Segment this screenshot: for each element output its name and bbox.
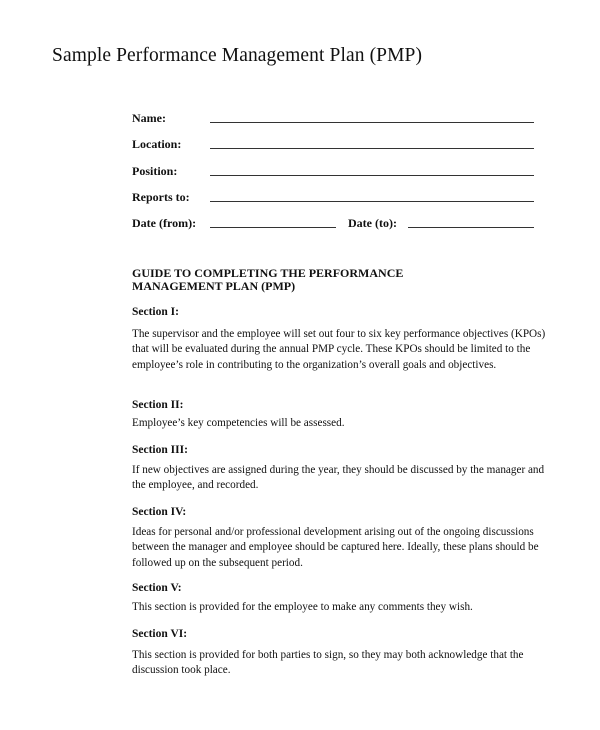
section-3-body: If new objectives are assigned during the year, they should be discussed by the manager and the employee, and recorded. [132, 464, 545, 492]
section-4-body: Ideas for personal and/or professional development arising out of the ongoing discussions between the manager and employee should be captured here. Ideally, these plans should be followed up on the subsequent period. [132, 526, 539, 569]
section-2-title: Section II: [132, 399, 184, 411]
date-from-label: Date (from): [132, 216, 197, 230]
name-label: Name: [132, 111, 166, 125]
reports-to-label: Reports to: [132, 190, 190, 204]
guide-heading: GUIDE TO COMPLETING THE PERFORMANCE MANAGEMENT PLAN (PMP) [132, 266, 404, 293]
section-5-body: This section is provided for the employee to make any comments they wish. [132, 601, 473, 613]
section-3-title: Section III: [132, 444, 188, 456]
date-to-label: Date (to): [348, 216, 397, 230]
section-6-title: Section VI: [132, 628, 188, 640]
section-6-body: This section is provided for both parties to sign, so they may both acknowledge that the discussion took place. [132, 649, 524, 677]
section-4-title: Section IV: [132, 506, 187, 518]
location-blank-line[interactable] [210, 148, 534, 149]
section-1-title: Section I: [132, 306, 179, 318]
reports-to-blank-line[interactable] [210, 201, 534, 202]
location-label: Location: [132, 137, 182, 151]
name-blank-line[interactable] [210, 122, 534, 123]
section-1-body: The supervisor and the employee will set out four to six key performance objectives (KPOs) that will be evaluated during the annual PMP cycle. These KPOs should be limited to the employee’s role in contributing to the organization’s overall goals and objectives. [132, 328, 546, 371]
date-to-blank-line[interactable] [408, 227, 534, 228]
date-from-blank-line[interactable] [210, 227, 336, 228]
position-blank-line[interactable] [210, 175, 534, 176]
section-2-body: Employee’s key competencies will be assessed. [132, 417, 345, 429]
position-label: Position: [132, 164, 178, 178]
section-5-title: Section V: [132, 582, 182, 594]
document-title: Sample Performance Management Plan (PMP) [52, 45, 423, 66]
